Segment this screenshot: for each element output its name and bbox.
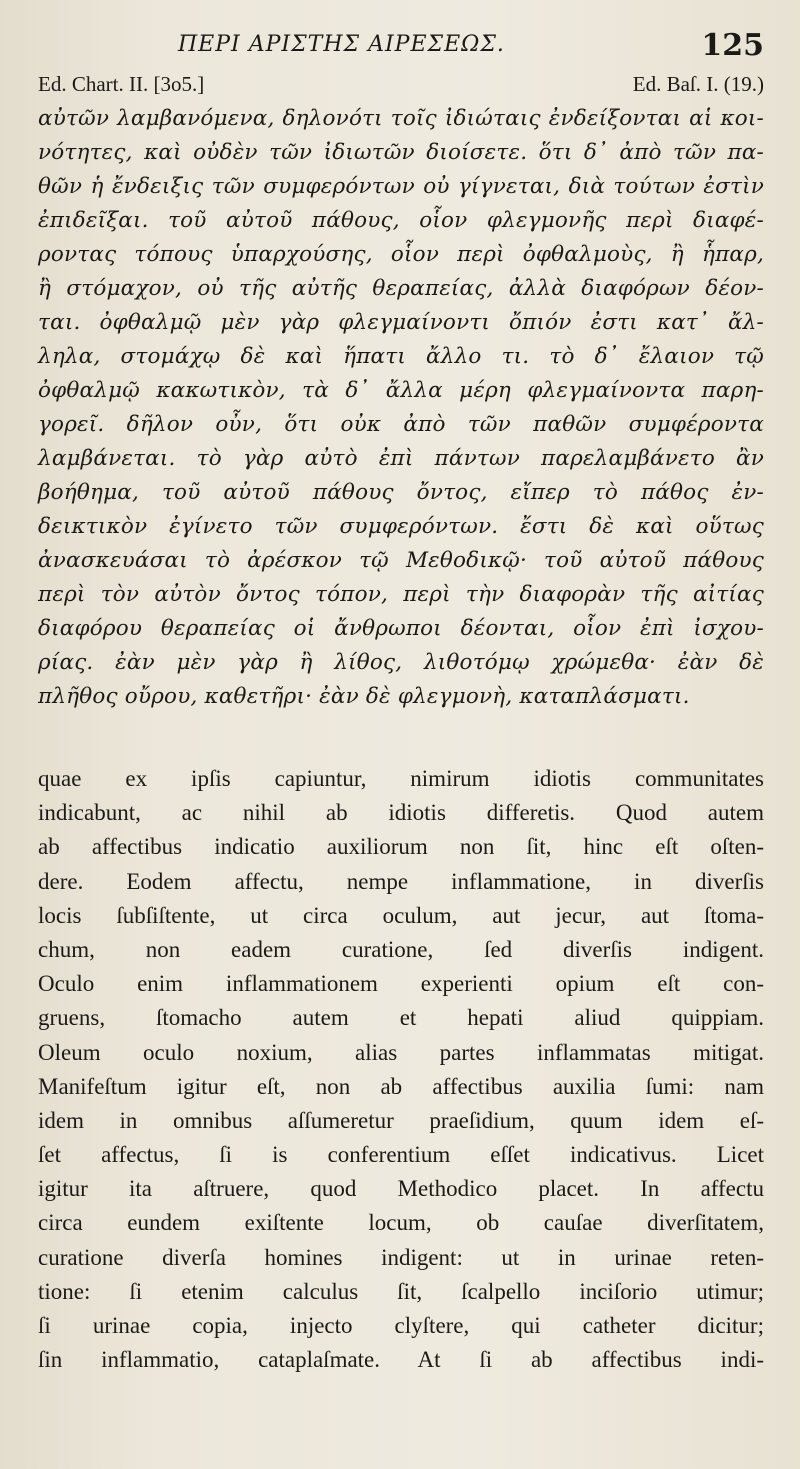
- latin-line: gruens, ſtomacho autem et hepati aliud quippiam.: [38, 1005, 764, 1031]
- greek-line: πλῆθος οὔρου, καθετῆρι· ἐὰν δὲ φλεγμονὴ, καταπλάσματι.: [38, 684, 690, 709]
- latin-line: ſin inflammatio, cataplaſmate. At ſi ab affectibus indi-: [38, 1347, 764, 1373]
- greek-line: ρίας. ἐὰν μὲν γὰρ ἢ λίθος, λιθοτόμῳ χρώμεθα· ἐὰν δὲ: [38, 650, 764, 675]
- greek-line: νότητες, καὶ οὐδὲν τῶν ἰδιωτῶν διοίσετε. ὅτι δ᾽ ἀπὸ τῶν πα-: [38, 140, 764, 165]
- greek-line: γορεῖ. δῆλον οὖν, ὅτι οὐκ ἀπὸ τῶν παθῶν συμφέροντα: [38, 412, 764, 437]
- latin-line: ab affectibus indicatio auxiliorum non ſit, hinc eſt oſten-: [38, 834, 764, 860]
- greek-line: ροντας τόπους ὑπαρχούσης, οἷον περὶ ὀφθαλμοὺς, ἢ ἧπαρ,: [38, 242, 764, 267]
- latin-line: dere. Eodem affectu, nempe inflammatione, in diverſis: [38, 868, 764, 894]
- greek-line: ὀφθαλμῷ κακωτικὸν, τὰ δ᾽ ἄλλα μέρη φλεγμαίνοντα παρη-: [38, 378, 764, 403]
- latin-line: idem in omnibus aſſumeretur praeſidium, quum idem eſ-: [38, 1107, 764, 1133]
- running-head: [38, 28, 764, 72]
- greek-line: ἢ στόμαχον, οὐ τῆς αὐτῆς θεραπείας, ἀλλὰ διαφόρων δέον-: [38, 276, 764, 301]
- greek-line: δεικτικὸν ἐγίνετο τῶν συμφερόντων. ἔστι δὲ καὶ οὕτως: [38, 514, 764, 539]
- latin-line: circa eundem exiſtente locum, ob cauſae diverſitatem,: [38, 1210, 764, 1236]
- greek-line: διαφόρου θεραπείας οἱ ἄνθρωποι δέονται, οἷον ἐπὶ ἰσχου-: [38, 616, 764, 641]
- greek-line: αὐτῶν λαμβανόμενα, δηλονότι τοῖς ἰδιώταις ἐνδείξονται αἱ κοι-: [38, 106, 764, 131]
- latin-text-block: [38, 762, 764, 1377]
- latin-line: quae ex ipſis capiuntur, nimirum idiotis communitates: [38, 766, 764, 791]
- latin-line: igitur ita aſtruere, quod Methodico placet. In affectu: [38, 1176, 764, 1202]
- latin-line: Oleum oculo noxium, alias partes inflammatas mitigat.: [38, 1039, 764, 1065]
- greek-line: βοήθημα, τοῦ αὐτοῦ πάθους ὄντος, εἴπερ τὸ πάθος ἐν-: [38, 480, 764, 505]
- greek-line: ληλα, στομάχῳ δὲ καὶ ἥπατι ἄλλο τι. τὸ δ᾽ ἔλαιον τῷ: [38, 344, 764, 369]
- latin-line: ſi urinae copia, injecto clyſtere, qui catheter dicitur;: [38, 1313, 764, 1338]
- running-title: ΠΕΡΙ ΑΡΙΣΤΗΣ ΑΙΡΕΣΕΩΣ.: [178, 32, 505, 57]
- greek-line: ται. ὀφθαλμῷ μὲν γὰρ φλεγμαίνοντι ὄπιόν ἐστι κατ᾽ ἄλ-: [38, 310, 764, 335]
- edition-reference-line: [38, 72, 764, 102]
- page-number: 125: [701, 28, 764, 63]
- section-gap: [38, 714, 764, 762]
- edition-reference-basel: Ed. Baſ. I. (19.): [632, 72, 764, 96]
- greek-line: λαμβάνεται. τὸ γὰρ αὐτὸ ἐπὶ πάντων παρελαμβάνετο ἂν: [38, 446, 764, 471]
- latin-line: Oculo enim inflammationem experienti opium eſt con-: [38, 971, 764, 997]
- latin-line: curatione diverſa homines indigent: ut in urinae reten-: [38, 1244, 764, 1270]
- greek-line: ἀνασκευάσαι τὸ ἀρέσκον τῷ Μεθοδικῷ· τοῦ αὐτοῦ πάθους: [38, 548, 764, 573]
- latin-line: chum, non eadem curatione, ſed diverſis indigent.: [38, 936, 764, 962]
- latin-line: ſet affectus, ſi is conferentium eſſet indicativus. Licet: [38, 1142, 764, 1168]
- greek-text-block: [38, 102, 764, 714]
- edition-reference-chartier: Ed. Chart. II. [3o5.]: [38, 72, 205, 96]
- latin-line: indicabunt, ac nihil ab idiotis differetis. Quod autem: [38, 800, 764, 826]
- greek-line: περὶ τὸν αὐτὸν ὄντος τόπον, περὶ τὴν διαφορὰν τῆς αἰτίας: [38, 582, 764, 607]
- latin-line: tione: ſi etenim calculus ſit, ſcalpello inciſorio utimur;: [38, 1278, 764, 1304]
- greek-line: θῶν ἡ ἔνδειξις τῶν συμφερόντων οὐ γίγνεται, διὰ τούτων ἐστὶν: [38, 174, 764, 199]
- latin-line: Manifeſtum igitur eſt, non ab affectibus auxilia ſumi: nam: [38, 1073, 764, 1099]
- latin-line: locis ſubſiſtente, ut circa oculum, aut jecur, aut ſtoma-: [38, 902, 764, 928]
- greek-line: ἐπιδεῖξαι. τοῦ αὐτοῦ πάθους, οἷον φλεγμονῆς περὶ διαφέ-: [38, 208, 764, 233]
